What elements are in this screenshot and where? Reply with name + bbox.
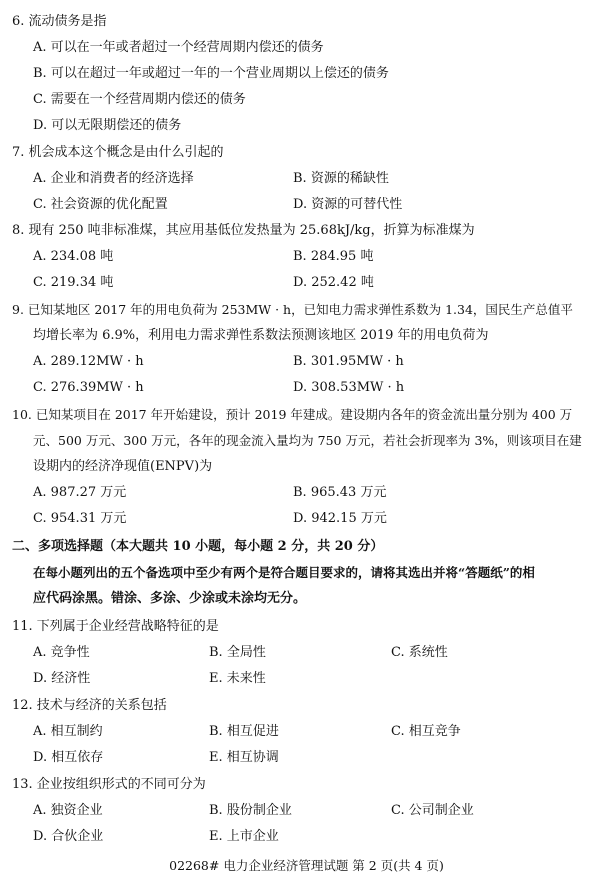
question-12-option-d: D. 相互依存 [33, 750, 104, 765]
question-10-stem-line-3: 设期内的经济净现值(ENPV)为 [33, 459, 213, 474]
question-8-option-d: D. 252.42 吨 [293, 275, 374, 290]
question-10-option-b: B. 965.43 万元 [293, 485, 387, 500]
question-9-option-d: D. 308.53MW · h [293, 380, 405, 395]
question-7-option-b: B. 资源的稀缺性 [293, 171, 389, 186]
question-9-option-b: B. 301.95MW · h [293, 354, 404, 369]
question-12-option-e: E. 相互协调 [209, 750, 279, 765]
question-9-stem-line-1: 9. 已知某地区 2017 年的用电负荷为 253MW · h，已知电力需求弹性系数为 1.34，国民生产总值平 [12, 302, 573, 317]
question-6-option-c: C. 需要在一个经营周期内偿还的债务 [33, 92, 246, 107]
question-12-stem: 12. 技术与经济的关系包括 [12, 698, 167, 713]
question-13-option-c: C. 公司制企业 [391, 803, 474, 818]
question-13-option-d: D. 合伙企业 [33, 829, 104, 844]
question-8-stem: 8. 现有 250 吨非标准煤，其应用基低位发热量为 25.68kJ/kg，折算为标准煤为 [12, 223, 475, 238]
section-2-heading: 二、多项选择题（本大题共 10 小题，每小题 2 分，共 20 分） [12, 539, 384, 554]
section-2-instruction-line-1: 在每小题列出的五个备选项中至少有两个是符合题目要求的，请将其选出并将“答题纸”的相 [33, 565, 535, 580]
question-7-stem: 7. 机会成本这个概念是由什么引起的 [12, 145, 224, 160]
question-6-stem: 6. 流动债务是指 [12, 14, 107, 29]
question-8-option-a: A. 234.08 吨 [33, 249, 114, 264]
question-6-option-d: D. 可以无限期偿还的债务 [33, 118, 182, 133]
question-12-option-b: B. 相互促进 [209, 724, 279, 739]
question-10-option-a: A. 987.27 万元 [33, 485, 127, 500]
question-9-stem-line-2: 均增长率为 6.9%，利用电力需求弹性系数法预测该地区 2019 年的用电负荷为 [33, 328, 489, 343]
question-9-option-a: A. 289.12MW · h [33, 354, 144, 369]
question-7-option-c: C. 社会资源的优化配置 [33, 197, 168, 212]
question-13-option-b: B. 股份制企业 [209, 803, 292, 818]
question-13-option-e: E. 上市企业 [209, 829, 279, 844]
question-11-option-a: A. 竞争性 [33, 645, 90, 660]
question-7-option-d: D. 资源的可替代性 [293, 197, 403, 212]
question-8-option-c: C. 219.34 吨 [33, 275, 114, 290]
section-2-instruction-line-2: 应代码涂黑。错涂、多涂、少涂或未涂均无分。 [33, 591, 307, 606]
question-10-option-d: D. 942.15 万元 [293, 511, 387, 526]
question-11-stem: 11. 下列属于企业经营战略特征的是 [12, 619, 219, 634]
question-6-option-a: A. 可以在一年或者超过一个经营周期内偿还的债务 [33, 40, 324, 55]
question-7-option-a: A. 企业和消费者的经济选择 [33, 171, 194, 186]
question-8-option-b: B. 284.95 吨 [293, 249, 374, 264]
question-10-option-c: C. 954.31 万元 [33, 511, 127, 526]
question-11-option-e: E. 未来性 [209, 671, 266, 686]
question-10-stem-line-2: 元、500 万元、300 万元，各年的现金流入量均为 750 万元，若社会折现率为 3%，则该项目在建 [33, 433, 582, 448]
question-11-option-d: D. 经济性 [33, 671, 91, 686]
question-11-option-c: C. 系统性 [391, 645, 448, 660]
question-9-option-c: C. 276.39MW · h [33, 380, 144, 395]
question-11-option-b: B. 全局性 [209, 645, 266, 660]
question-10-stem-line-1: 10. 已知某项目在 2017 年开始建设，预计 2019 年建成。建设期内各年的资金流出量分别为 400 万 [12, 407, 573, 422]
question-12-option-c: C. 相互竞争 [391, 724, 461, 739]
question-6-option-b: B. 可以在超过一年或超过一年的一个营业周期以上偿还的债务 [33, 66, 389, 81]
question-13-option-a: A. 独资企业 [33, 803, 103, 818]
question-12-option-a: A. 相互制约 [33, 724, 103, 739]
page-footer: 02268# 电力企业经济管理试题 第 2 页(共 4 页) [169, 858, 444, 873]
question-13-stem: 13. 企业按组织形式的不同可分为 [12, 777, 206, 792]
